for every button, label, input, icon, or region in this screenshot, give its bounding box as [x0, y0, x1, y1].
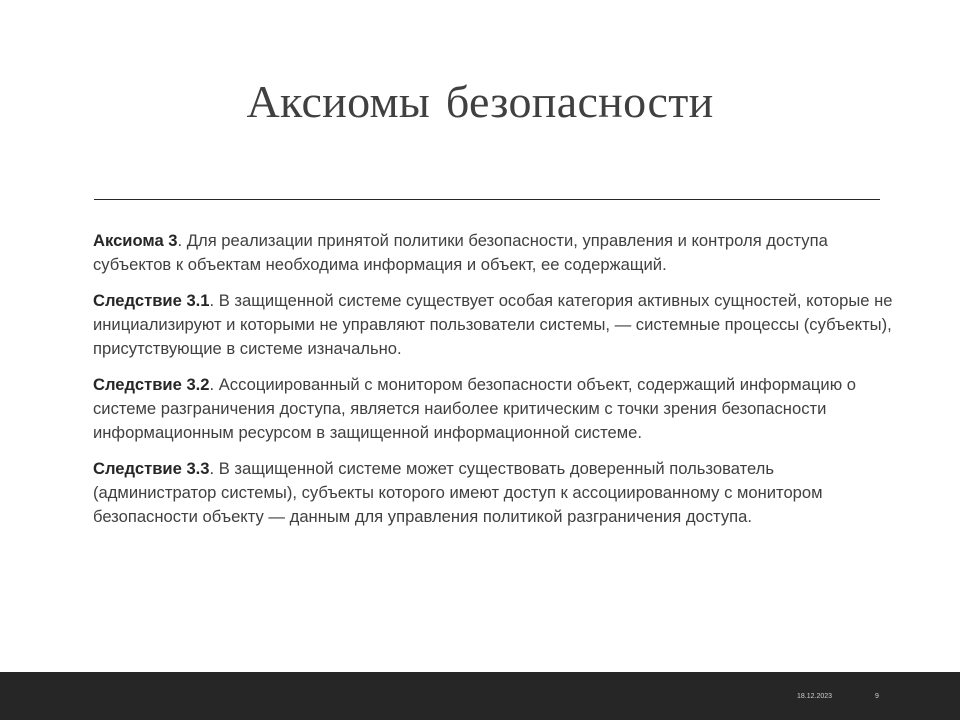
corollary-3-3-heading: Следствие 3.3 — [93, 459, 210, 478]
corollary-3-1-text: . В защищенной системе существует особая категория активных сущностей, которые не инициализируют и которыми не управляют пользователи системы, — системные процессы (субъекты), присутствующие в системе изначально. — [93, 291, 893, 358]
corollary-3-1-paragraph — [93, 289, 893, 361]
corollary-3-2-text: . Ассоциированный с монитором безопасности объект, содержащий информацию о системе разграничения доступа, является наиболее критическим с точки зрения безопасности информационным ресурсом в защищенной информационной системе. — [93, 375, 856, 442]
axiom-3-text: . Для реализации принятой политики безопасности, управления и контроля доступа субъектов к объектам необходима информация и объект, ее содержащий. — [93, 231, 828, 274]
corollary-3-1-heading: Следствие 3.1 — [93, 291, 210, 310]
corollary-3-3-text: . В защищенной системе может существовать доверенный пользователь (администратор системы), субъекты которого имеют доступ к ассоциированному с монитором безопасности объекту — данным для управления политикой разграничения доступа. — [93, 459, 823, 526]
footer-date: 18.12.2023 — [797, 693, 833, 700]
axiom-3-paragraph — [93, 229, 893, 277]
corollary-3-3-paragraph — [93, 457, 893, 529]
corollary-3-2-paragraph — [93, 373, 893, 445]
slide-content — [93, 229, 893, 541]
page-number: 9 — [875, 693, 879, 700]
title-divider — [94, 199, 880, 200]
corollary-3-2-heading: Следствие 3.2 — [93, 375, 210, 394]
axiom-3-heading: Аксиома 3 — [93, 231, 178, 250]
slide-title: Аксиомы безопасности — [246, 76, 714, 127]
slide-footer — [0, 672, 960, 720]
